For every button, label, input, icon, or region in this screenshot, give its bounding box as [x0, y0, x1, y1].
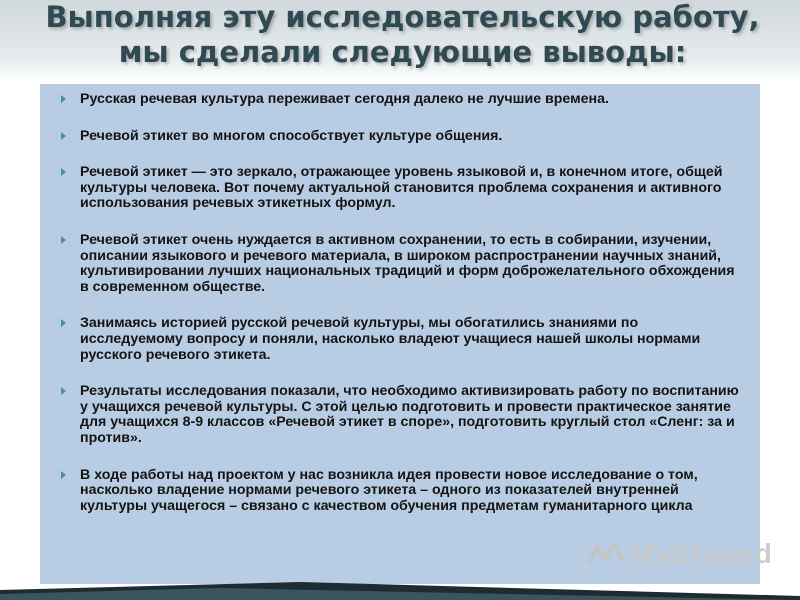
bullet-arrow-icon	[61, 132, 66, 140]
bullet-text: Занимаясь историей русской речевой культуры, мы обогатились знаниями по исследуемому вопросу и поняли, насколько владеют учащиеся нашей школы нормами русского речевого этикета.	[80, 315, 701, 363]
bullet-list	[58, 92, 744, 514]
bullet-arrow-icon	[61, 168, 66, 176]
watermark	[585, 538, 773, 570]
bottom-decoration	[0, 582, 800, 600]
bullet-text: Речевой этикет очень нуждается в активном сохранении, то есть в собирании, изучении, описании языкового и речевого материала, в широком распространении научных знаний, культивировании лучших национальных традиций и форм доброжелательного обхождения в современном обществе.	[80, 231, 735, 295]
bullet-item	[58, 384, 744, 446]
slide-title	[40, 0, 765, 70]
bullet-item	[58, 165, 744, 212]
bullet-text: Речевой этикет — это зеркало, отражающее уровень языковой и, в конечном итоге, общей культуры человека. Вот почему актуальной становится проблема сохранения и активного использования речевых этикетных формул.	[80, 164, 723, 212]
title-line-1: Выполняя эту исследовательскую работу,	[45, 0, 760, 34]
bullet-arrow-icon	[61, 319, 66, 327]
bullet-text: Речевой этикет во многом способствует культуре общения.	[80, 127, 503, 144]
bullet-arrow-icon	[61, 95, 66, 103]
bullet-item	[58, 468, 744, 515]
content-box	[40, 84, 760, 584]
bullet-item	[58, 129, 744, 145]
bullet-item	[58, 92, 744, 108]
bullet-arrow-icon	[61, 236, 66, 244]
watermark-text: MyShared	[631, 538, 773, 569]
bullet-arrow-icon	[61, 471, 66, 479]
bullet-text: Русская речевая культура переживает сегодня далеко не лучшие времена.	[80, 91, 609, 107]
bullet-text: Результаты исследования показали, что необходимо активизировать работу по воспитанию у учащихся речевой культуры. С этой целью подготовить и провести практическое занятие для учащихся 8-9 классов «Речевой этикет в споре», подготовить круглый стол «Сленг: за и против».	[80, 383, 739, 446]
title-line-2: мы сделали следующие выводы:	[118, 35, 687, 69]
bullet-item	[58, 233, 744, 295]
watermark-logo-icon	[585, 541, 629, 567]
bullet-text: В ходе работы над проектом у нас возникла идея провести новое исследование о том, насколько владение нормами речевого этикета – одного из показателей внутренней культуры учащегося – связано с качеством обучения предметам гуманитарного цикла	[80, 466, 698, 514]
bullet-item	[58, 316, 744, 363]
bullet-arrow-icon	[61, 387, 66, 395]
